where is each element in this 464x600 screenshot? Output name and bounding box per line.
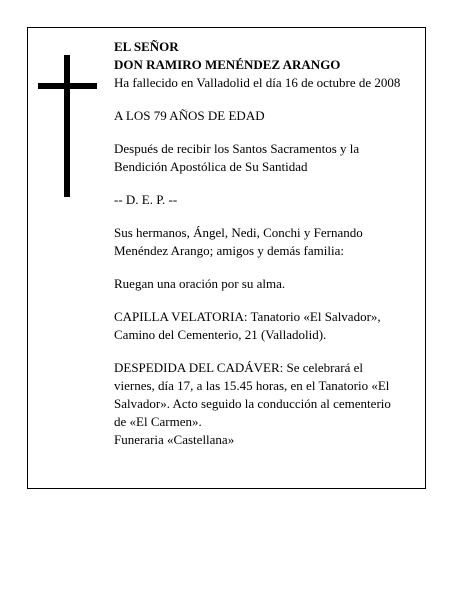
family-line-1: Sus hermanos, Ángel, Nedi, Conchi y Fernando — [114, 225, 363, 240]
sacraments-line-1: Después de recibir los Santos Sacramentos y la — [114, 141, 360, 156]
family-line-2: Menéndez Arango; amigos y demás familia: — [114, 243, 344, 258]
age-line: A LOS 79 AÑOS DE EDAD — [114, 108, 265, 123]
chapel-line-1: CAPILLA VELATORIA: Tanatorio «El Salvador», — [114, 309, 381, 324]
chapel-line-2: Camino del Cementerio, 21 (Valladolid). — [114, 327, 327, 342]
obituary-text — [114, 38, 414, 449]
sacraments-line-2: Bendición Apostólica de Su Santidad — [114, 159, 308, 174]
prayer-request: Ruegan una oración por su alma. — [114, 276, 286, 291]
farewell-line-1: DESPEDIDA DEL CADÁVER: Se celebrará el — [114, 360, 363, 375]
farewell-line-3: Salvador». Acto seguido la conducción al cementerio — [114, 396, 391, 411]
farewell-line-4: de «El Carmen». — [114, 414, 202, 429]
deceased-name: DON RAMIRO MENÉNDEZ ARANGO — [114, 57, 341, 72]
cross-icon-horizontal-bar — [38, 83, 97, 89]
cross-icon-vertical-bar — [64, 55, 70, 197]
rip-line: -- D. E. P. -- — [114, 192, 178, 207]
funeral-home: Funeraria «Castellana» — [114, 432, 235, 447]
death-line: Ha fallecido en Valladolid el día 16 de octubre de 2008 — [114, 75, 401, 90]
farewell-line-2: viernes, día 17, a las 15.45 horas, en el Tanatorio «El — [114, 378, 390, 393]
honorific: EL SEÑOR — [114, 39, 179, 54]
